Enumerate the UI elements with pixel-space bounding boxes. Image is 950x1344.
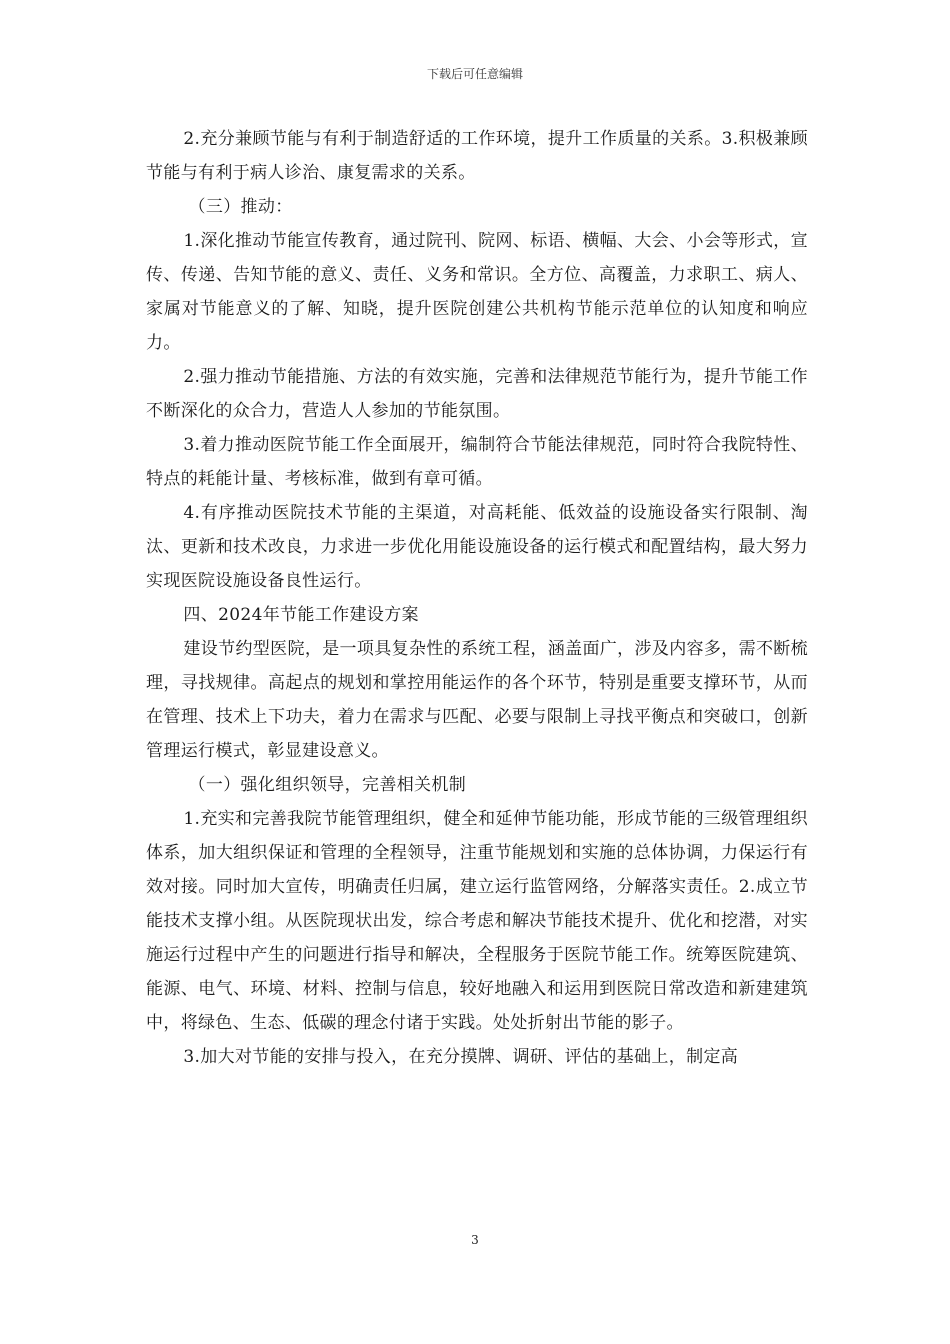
paragraph-3: 1.深化推动节能宣传教育，通过院刊、院网、标语、横幅、大会、小会等形式，宣传、传递、告知节能的意义、责任、义务和常识。全方位、高覆盖，力求职工、病人、家属对节能意义的了解、知晓，提升医院创建公共机构节能示范单位的认知度和响应力。 <box>146 231 808 353</box>
section-heading-2024-plan: 四、2024年节能工作建设方案 <box>183 605 419 625</box>
section-heading-push: （三）推动： <box>188 197 293 217</box>
paragraph-5: 3.着力推动医院节能工作全面展开，编制符合节能法律规范，同时符合我院特性、特点的耗能计量、考核标准，做到有章可循。 <box>146 435 808 489</box>
page-header: 下载后可任意编辑 <box>426 67 523 81</box>
paragraph-10: 1.充实和完善我院节能管理组织，健全和延伸节能功能，形成节能的三级管理组织体系，加大组织保证和管理的全程领导，注重节能规划和实施的总体协调，力保运行有效对接。同时加大宣传，明确责任归属，建立运行监管网络，分解落实责任。2.成立节能技术支撑小组。从医院现状出发，综合考虑和解决节能技术提升、优化和挖潜，对实施运行过程中产生的问题进行指导和解决，全程服务于医院节能工作。统筹医院建筑、能源、电气、环境、材料、控制与信息，较好地融入和运用到医院日常改造和新建建筑中，将绿色、生态、低碳的理念付诸于实践。处处折射出节能的影子。 <box>146 809 808 1033</box>
document-body <box>146 122 808 1074</box>
paragraph-11: 3.加大对节能的安排与投入，在充分摸牌、调研、评估的基础上，制定高 <box>183 1047 739 1067</box>
section-heading-organization: （一）强化组织领导，完善相关机制 <box>188 775 467 795</box>
page-number: 3 <box>471 1233 479 1247</box>
paragraph-1: 2.充分兼顾节能与有利于制造舒适的工作环境，提升工作质量的关系。3.积极兼顾节能与有利于病人诊治、康复需求的关系。 <box>146 129 808 183</box>
paragraph-8: 建设节约型医院，是一项具复杂性的系统工程，涵盖面广，涉及内容多，需不断梳理，寻找规律。高起点的规划和掌控用能运作的各个环节，特别是重要支撑环节，从而在管理、技术上下功夫，着力在需求与匹配、必要与限制上寻找平衡点和突破口，创新管理运行模式，彰显建设意义。 <box>146 639 808 761</box>
paragraph-4: 2.强力推动节能措施、方法的有效实施，完善和法律规范节能行为，提升节能工作不断深化的众合力，营造人人参加的节能氛围。 <box>146 367 808 421</box>
paragraph-6: 4.有序推动医院技术节能的主渠道，对高耗能、低效益的设施设备实行限制、淘汰、更新和技术改良，力求进一步优化用能设施设备的运行模式和配置结构，最大努力实现医院设施设备良性运行。 <box>146 503 808 591</box>
